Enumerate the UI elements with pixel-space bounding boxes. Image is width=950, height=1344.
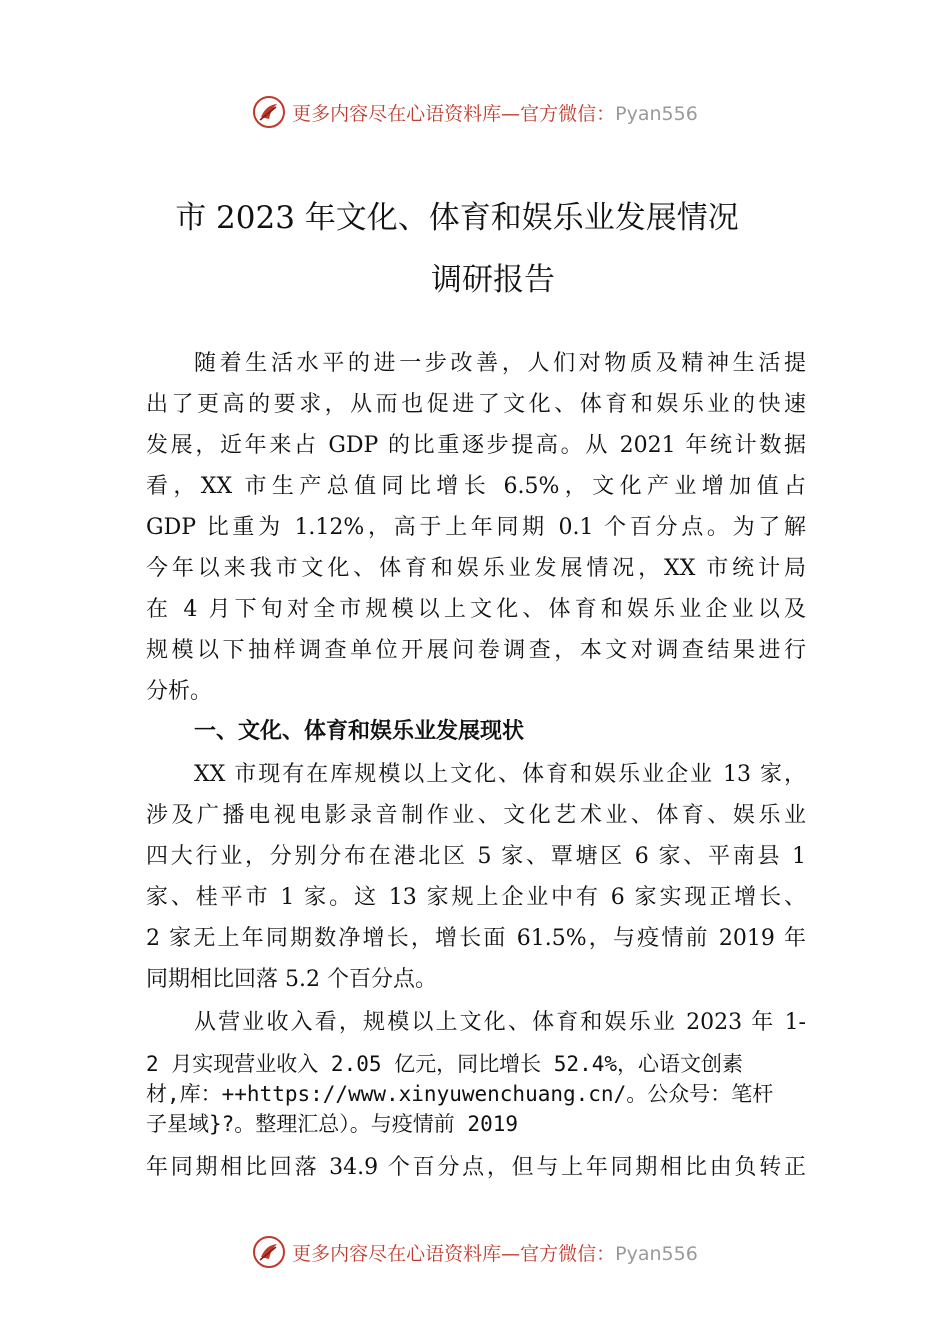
text-line: 今年以来我市文化、体育和娱乐业发展情况，XX 市统计局 <box>146 556 806 581</box>
header-banner <box>0 92 950 132</box>
text-line: 子星域}?。整理汇总）。与疫情前 2019 <box>146 1112 519 1136</box>
text-line: 出了更高的要求，从而也促进了文化、体育和娱乐业的快速 <box>146 392 806 417</box>
text-line: 从营业收入看，规模以上文化、体育和娱乐业 2023 年 1- <box>194 1010 806 1035</box>
text-line: 随着生活水平的进一步改善，人们对物质及精神生活提 <box>194 351 806 376</box>
banner-text: 更多内容尽在心语资料库—官方微信：Pyan556 <box>292 1242 698 1265</box>
text-line: 分析。 <box>146 679 213 704</box>
text-line: 材,库：++https://www.xinyuwenchuang.cn/。公众号：笔杆 <box>146 1082 774 1106</box>
footer-banner <box>0 1232 950 1272</box>
text-line: 同期相比回落 5.2 个百分点。 <box>146 967 437 992</box>
section-heading: 一、文化、体育和娱乐业发展现状 <box>194 719 525 744</box>
banner-text: 更多内容尽在心语资料库—官方微信：Pyan556 <box>292 102 698 125</box>
text-line: GDP 比重为 1.12%，高于上年同期 0.1 个百分点。为了解 <box>146 515 806 540</box>
text-line: 涉及广播电视电影录音制作业、文化艺术业、体育、娱乐业 <box>146 803 806 828</box>
document-title-line-1: 市 2023 年文化、体育和娱乐业发展情况 <box>175 200 739 236</box>
text-line: 2 月实现营业收入 2.05 亿元，同比增长 52.4%，心语文创素 <box>146 1052 744 1076</box>
logo-icon <box>252 95 286 129</box>
document-title-line-2: 调研报告 <box>431 262 555 298</box>
text-line: XX 市现有在库规模以上文化、体育和娱乐业企业 13 家， <box>194 762 806 787</box>
logo-icon <box>252 1235 286 1269</box>
text-line: 年同期相比回落 34.9 个百分点，但与上年同期相比由负转正 <box>146 1155 806 1180</box>
text-line: 发展，近年来占 GDP 的比重逐步提高。从 2021 年统计数据 <box>146 433 806 458</box>
text-line: 家、桂平市 1 家。这 13 家规上企业中有 6 家实现正增长、 <box>146 885 806 910</box>
text-line: 在 4 月下旬对全市规模以上文化、体育和娱乐业企业以及 <box>146 597 806 622</box>
text-line: 四大行业，分别分布在港北区 5 家、覃塘区 6 家、平南县 1 <box>146 844 806 869</box>
text-line: 2 家无上年同期数净增长，增长面 61.5%，与疫情前 2019 年 <box>146 926 806 951</box>
text-line: 看，XX 市生产总值同比增长 6.5%，文化产业增加值占 <box>146 474 806 499</box>
text-line: 规模以下抽样调查单位开展问卷调查，本文对调查结果进行 <box>146 638 806 663</box>
